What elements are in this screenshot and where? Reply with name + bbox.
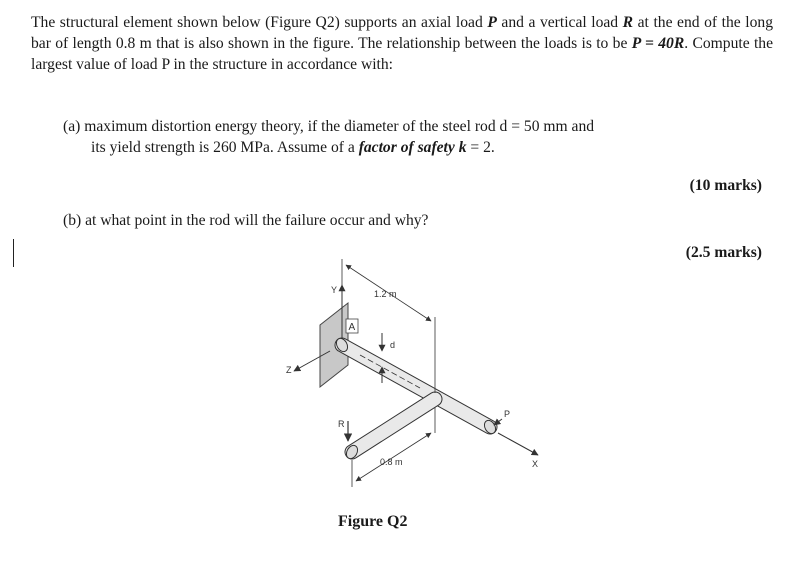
load-p-label: P	[504, 409, 511, 419]
z-axis-label: Z	[286, 365, 292, 375]
x-axis-label: X	[532, 459, 539, 469]
load-r-symbol: R	[622, 14, 634, 31]
diameter-label: d	[390, 340, 396, 350]
load-p-symbol: P	[487, 14, 497, 31]
point-a-label: A	[348, 322, 356, 333]
part-a	[63, 116, 763, 158]
intro-text-1: The structural element shown below (Figure Q2) supports an axial load	[31, 14, 488, 31]
part-a-line2: its yield strength is 260 MPa. Assume of a	[91, 139, 359, 156]
text-cursor	[13, 239, 14, 267]
part-a-line1: maximum distortion energy theory, if the diameter of the steel rod d = 50 mm and	[84, 118, 595, 135]
figure-q2	[280, 255, 550, 495]
factor-of-safety-term: factor of safety k	[358, 139, 467, 156]
intro-text-2: and a vertical load	[496, 14, 623, 31]
load-relationship: P = 40R	[631, 35, 685, 52]
part-b-text: at what point in the rod will the failure occur and why?	[85, 212, 429, 229]
part-a-label: (a)	[63, 118, 81, 135]
y-axis-label: Y	[331, 285, 338, 295]
dim-long-label: 1.2 m	[374, 289, 397, 299]
figure-caption: Figure Q2	[338, 513, 408, 530]
dim-short-label: 0.8 m	[380, 457, 403, 467]
part-b-marks: (2.5 marks)	[685, 244, 762, 261]
part-a-marks: (10 marks)	[689, 177, 762, 194]
x-axis	[498, 433, 538, 455]
part-a-line2-end: = 2.	[466, 139, 495, 156]
part-b-label: (b)	[63, 212, 82, 229]
part-b	[63, 210, 663, 231]
intro-text-3: at the end of the long bar of length 0.8 m that is also shown in the figure. The relationship between the loads is to be	[31, 14, 773, 52]
short-bar	[352, 399, 435, 452]
intro-text-4: . Compute the largest value of load P in the structure in accordance with:	[31, 35, 773, 73]
load-r-label: R	[338, 419, 345, 429]
question-intro	[31, 12, 773, 75]
